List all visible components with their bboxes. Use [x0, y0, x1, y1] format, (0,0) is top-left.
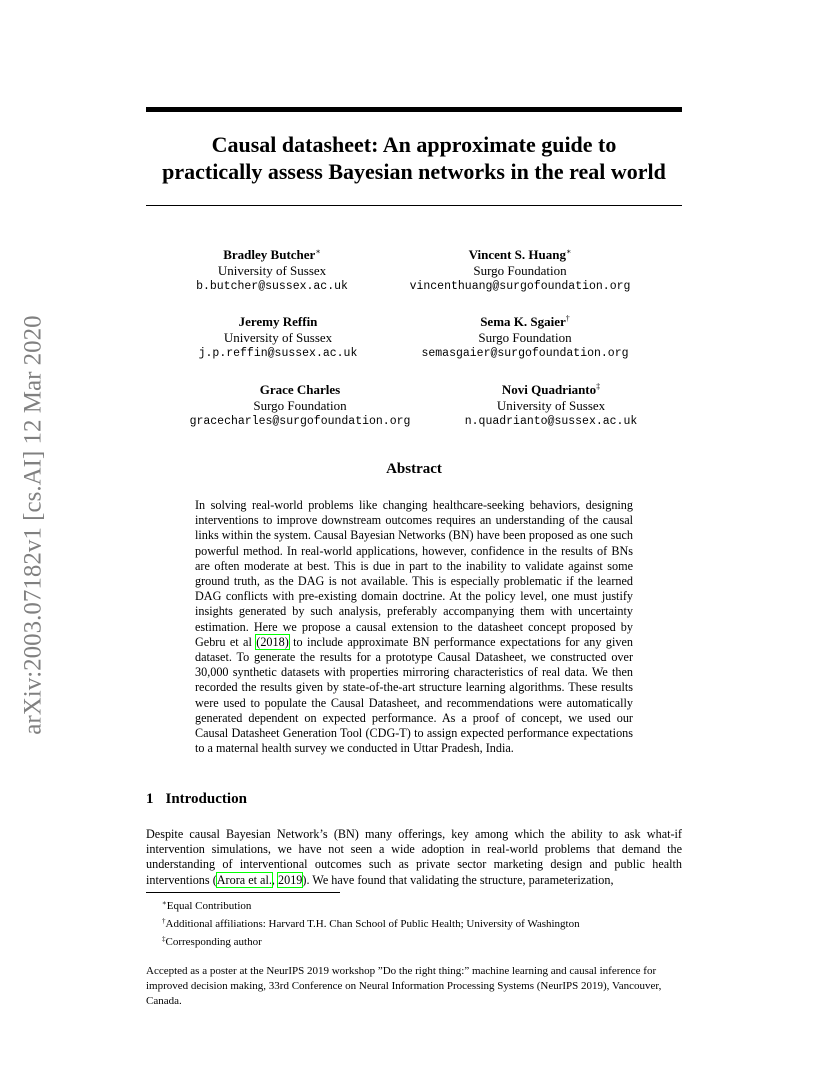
author-block: [380, 244, 660, 295]
footnote: ‡Corresponding author: [162, 935, 262, 948]
author-mark: †: [565, 314, 570, 323]
section-title: Introduction: [165, 791, 247, 807]
author-affiliation: University of Sussex: [223, 330, 333, 345]
author-name: Novi Quadrianto‡: [501, 382, 601, 397]
author-affiliation: Surgo Foundation: [473, 263, 567, 278]
author-block: [411, 379, 691, 430]
author-email[interactable]: semasgaier@surgofoundation.org: [421, 347, 629, 360]
arxiv-identifier-stamp: [16, 290, 52, 760]
author-name: Vincent S. Huang∗: [468, 247, 572, 262]
acceptance-note: Accepted as a poster at the NeurIPS 2019 workshop ”Do the right thing:” machine learning and causal inference for improved decision making, 33rd Conference on Neural Information Processing Systems (NeurIPS 2019), Vancouver, Canada.: [146, 965, 662, 1007]
title-top-rule: [146, 107, 682, 112]
section-number: 1: [146, 791, 154, 807]
author-name: Grace Charles: [259, 382, 341, 397]
author-block: [160, 379, 440, 430]
abstract-text: In solving real-world problems like changing healthcare-seeking behaviors, designing interventions to improve downstream outcomes requires an understanding of the causal links within the system. Causal Bayesian Networks (BN) have been proposed as one such powerful method. In real-world applications, however, confidence in the results of BNs are often moderate at best. This is due in part to the inability to validate against some ground truth, as the DAG is not available. This is especially problematic if the learned DAG conflicts with pre-existing domain doctrine. At the policy level, one must justify insights generated by such analysis, preferably accompanying them with uncertainty estimation. Here we propose a causal extension to the datasheet concept proposed by Gebru et al (2018) to include approximate BN performance expectations for any given dataset. To generate the results for a prototype Causal Datasheet, we constructed over 30,000 synthetic datasets with properties mirroring characteristics of real data. We then recorded the results given by state-of-the-art structure learning algorithms. These results were used to populate the Causal Datasheet, and recommendations were automatically generated dependent on expected performance. As a proof of concept, we used our Causal Datasheet Generation Tool (CDG-T) to assign expected performance expectations to a maternal health survey we conducted in Uttar Pradesh, India.: [195, 498, 633, 756]
author-mark: ∗: [315, 247, 321, 256]
author-name: Jeremy Reffin: [238, 314, 318, 329]
author-block: [385, 311, 665, 362]
footnote: †Additional affiliations: Harvard T.H. Chan School of Public Health; University of Washington: [162, 917, 580, 930]
paper-title-line-2: practically assess Bayesian networks in the real world: [162, 159, 666, 184]
author-affiliation: University of Sussex: [496, 398, 606, 413]
author-email[interactable]: b.butcher@sussex.ac.uk: [196, 280, 348, 293]
section-heading-introduction: [146, 791, 247, 808]
paper-title-line-1: Causal datasheet: An approximate guide to: [211, 132, 617, 157]
author-affiliation: Surgo Foundation: [478, 330, 572, 345]
citation-link[interactable]: (2018): [256, 634, 289, 649]
author-mark: ∗: [565, 247, 572, 256]
citation-link[interactable]: 2019: [278, 872, 303, 887]
footnote-rule: [146, 892, 340, 893]
title-bottom-rule: [146, 205, 682, 206]
author-email[interactable]: j.p.reffin@sussex.ac.uk: [198, 347, 358, 360]
arxiv-identifier-text: arXiv:2003.07182v1 [cs.AI] 12 Mar 2020: [20, 315, 47, 735]
introduction-text: Despite causal Bayesian Network’s (BN) many offerings, key among which the ability to ask what-if intervention simulations, we have not seen a wide adoption in real-world problems that demand the understanding of interventional outcomes such as private sector marketing design and public health interventions (Arora et al., 2019). We have found that validating the structure, parameterization,: [146, 827, 682, 887]
author-block: [132, 244, 412, 295]
author-block: [138, 311, 418, 362]
footnote: ∗Equal Contribution: [162, 899, 252, 912]
abstract-heading: Abstract: [386, 461, 442, 477]
author-mark: ‡: [596, 382, 601, 391]
author-email[interactable]: gracecharles@surgofoundation.org: [189, 415, 411, 428]
paper-title: [146, 131, 682, 185]
author-affiliation: University of Sussex: [217, 263, 327, 278]
author-name: Bradley Butcher∗: [223, 247, 321, 262]
author-email[interactable]: n.quadrianto@sussex.ac.uk: [464, 415, 638, 428]
author-name: Sema K. Sgaier†: [480, 314, 570, 329]
author-email[interactable]: vincenthuang@surgofoundation.org: [409, 280, 631, 293]
citation-link[interactable]: Arora et al.: [216, 872, 272, 887]
author-affiliation: Surgo Foundation: [253, 398, 347, 413]
footnotes: [162, 896, 580, 950]
